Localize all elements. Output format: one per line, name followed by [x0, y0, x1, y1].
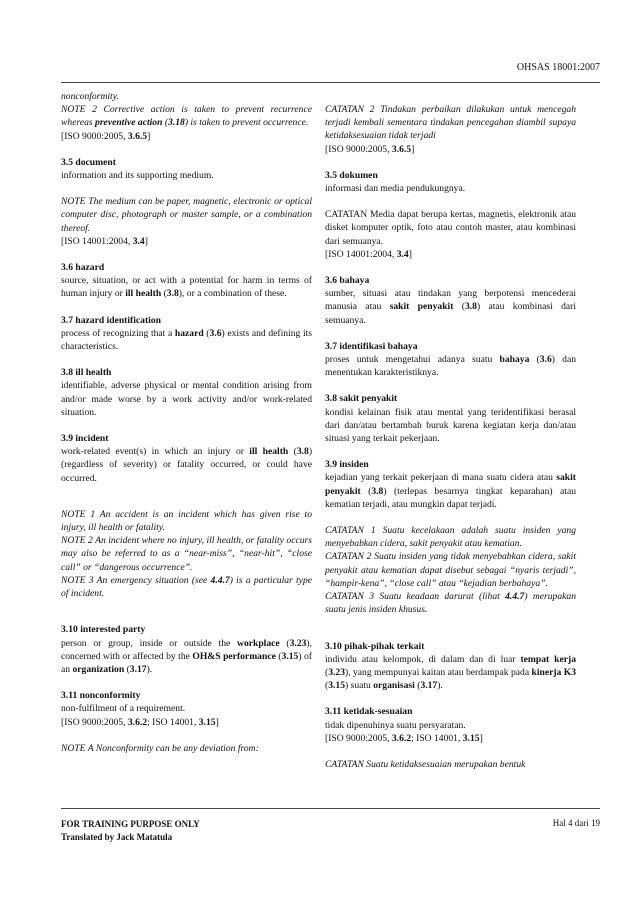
training-purpose-text: FOR TRAINING PURPOSE ONLY: [61, 819, 200, 829]
note-text: NOTE The medium can be paper, magnetic, electronic or optical computer disc, photograph or master sample, or a combination thereof.: [61, 196, 312, 234]
definition: individu atau kelompok, di dalam dan di luar tempat kerja (3.23), yang mempunyai kaitan atau berdampak pada kinerja K3 (3.15) suatu organisasi (3.17).: [325, 653, 576, 692]
continued-definition-block: [325, 103, 576, 156]
section-3-11: [61, 689, 312, 729]
note-1: CATATAN 1 Suatu kecelakaan adalah suatu insiden yang menyebabkan cidera, sakit penyakit atau kematian.: [325, 525, 576, 550]
note-a: [325, 758, 576, 771]
section-title: 3.8 ill health: [61, 367, 112, 379]
section-title: 3.5 dokumen: [325, 169, 378, 181]
reference: [ISO 9000:2005, 3.6.2; ISO 14001, 3.15]: [61, 716, 219, 728]
definition: informasi dan media pendukungnya.: [325, 183, 466, 195]
definition: process of recognizing that a hazard (3.6) exists and defining its characteristics.: [61, 327, 313, 353]
note-3-5: [325, 208, 576, 261]
definition: kondisi kelainan fisik atau mental yang teridentifikasi berasal dari dan/atau bertambah buruk karena kegiatan kerja dan/atau situasi yang terkait pekerjaan.: [325, 406, 576, 445]
continued-definition-block: [61, 90, 312, 143]
note-1: NOTE 1 An accident is an incident which has given rise to injury, ill health or fatality.: [61, 508, 312, 534]
definition: kejadian yang terkait pekerjaan di mana suatu cidera atau sakit penyakit (3.8) (terlepas besarnya tingkat keparahan) atau kematian terjadi, atau mungkin dapat terjadi.: [325, 472, 577, 510]
section-title: 3.10 interested party: [61, 624, 146, 636]
section-title: 3.7 hazard identification: [61, 314, 161, 326]
english-column: [61, 90, 312, 768]
definition: information and its supporting medium.: [61, 170, 214, 182]
section-3-11: [325, 705, 576, 745]
page-number: Hal 4 dari 19: [552, 818, 600, 828]
definition: person or group, inside or outside the workplace (3.23), concerned with or affected by the OH&S performance (3.15) of an organization (3.17).: [61, 637, 313, 675]
indonesian-column: [325, 90, 576, 784]
reference: [ISO 9000:2005, 3.6.5]: [61, 130, 151, 142]
section-title: 3.9 incident: [61, 433, 109, 445]
section-3-6: [325, 274, 576, 327]
section-title: 3.8 sakit penyakit: [325, 393, 398, 405]
definition: tidak dipenuhinya suatu persyaratan.: [325, 719, 466, 731]
definition: work-related event(s) in which an injury or ill health (3.8) (regardless of severity) or fatality occurred, or could have occurred.: [61, 446, 313, 484]
section-title: 3.5 document: [61, 156, 116, 168]
section-3-10: [325, 640, 576, 693]
note-text: CATATAN Media dapat berupa kertas, magnetis, elektronik atau disket komputer optik, foto atau contoh master, atau kombinasi dari semuanya.: [325, 209, 576, 247]
notes-3-9: [61, 508, 312, 600]
reference: [ISO 14001:2004, 3.4]: [325, 248, 412, 260]
document-standard-header: OHSAS 18001:2007: [516, 62, 600, 73]
section-title: 3.7 identifikasi bahaya: [325, 340, 418, 352]
note-corrective-action: NOTE 2 Corrective action is taken to prevent recurrence whereas preventive action (3.18) is taken to prevent occurrence.: [61, 104, 312, 129]
section-3-5: [61, 156, 312, 182]
definition: proses untuk mengetahui adanya suatu bahaya (3.6) dan menentukan karakteristiknya.: [325, 354, 577, 379]
reference: [ISO 9000:2005, 3.6.2; ISO 14001, 3.15]: [325, 732, 483, 744]
section-title: 3.6 hazard: [61, 262, 105, 274]
section-3-9: [325, 458, 576, 511]
definition: non-fulfilment of a requirement.: [61, 703, 186, 715]
continued-text: nonconformity.: [61, 91, 119, 102]
section-3-7: [325, 340, 576, 380]
notes-3-9: [325, 524, 576, 616]
section-3-8: [325, 392, 576, 445]
translator-credit: Translated by Jack Matatula: [61, 832, 173, 842]
header-rule: [61, 82, 600, 83]
section-title: 3.11 nonconformity: [61, 690, 141, 702]
section-3-9: [61, 432, 312, 485]
note-a: [61, 742, 312, 755]
definition: sumber, situasi atau tindakan yang berpotensi mencederai manusia atau sakit penyakit (3.8) atau kombinasi dari semuanya.: [325, 288, 576, 326]
section-3-6: [61, 261, 312, 301]
footer-rule: [61, 808, 600, 809]
note-text: NOTE A Nonconformity can be any deviation from:: [61, 742, 259, 754]
section-title: 3.10 pihak-pihak terkait: [325, 640, 425, 652]
note-2: NOTE 2 An incident where no injury, ill health, or fatality occurs may also be referred to as a “near-miss”, “near-hit”, “close call” or “dangerous occurrence”.: [61, 535, 312, 573]
section-3-7: [61, 314, 312, 354]
note-corrective-action: CATATAN 2 Tindakan perbaikan dilakukan untuk mencegah terjadi kembali sementara tindakan pencegahan diambil supaya ketidaksesuaian tidak terjadi: [325, 104, 576, 142]
reference: [ISO 14001:2004, 3.4]: [61, 235, 148, 247]
footer-notice: [61, 818, 200, 844]
reference: [ISO 9000:2005, 3.6.5]: [325, 143, 415, 155]
section-3-10: [61, 623, 312, 676]
definition: source, situation, or act with a potential for harm in terms of human injury or ill health (3.8), or a combination of these.: [61, 275, 312, 300]
section-3-8: [61, 366, 312, 419]
section-title: 3.6 bahaya: [325, 275, 370, 287]
section-title: 3.11 ketidak-sesuaian: [325, 706, 413, 718]
note-2: CATATAN 2 Suatu insiden yang tidak menyebabkan cidera, sakit penyakit atau kematian dapat disebut sebagai “nyaris terjadi”, “hampir-kena”, “close call” atau “kejadian berbahaya”.: [325, 551, 576, 589]
note-3: CATATAN 3 Suatu keadaan darurat (lihat 4.4.7) merupakan suatu jenis insiden khusus.: [325, 591, 576, 616]
section-3-5: [325, 169, 576, 195]
note-3: NOTE 3 An emergency situation (see 4.4.7) is a particular type of incident.: [61, 574, 312, 600]
note-3-5: [61, 195, 312, 248]
section-title: 3.9 insiden: [325, 459, 369, 471]
note-text: CATATAN Suatu ketidaksesuaian merupakan bentuk: [325, 758, 526, 770]
definition: identifiable, adverse physical or mental condition arising from and/or made worse by a work activity and/or work-related situation.: [61, 380, 312, 418]
